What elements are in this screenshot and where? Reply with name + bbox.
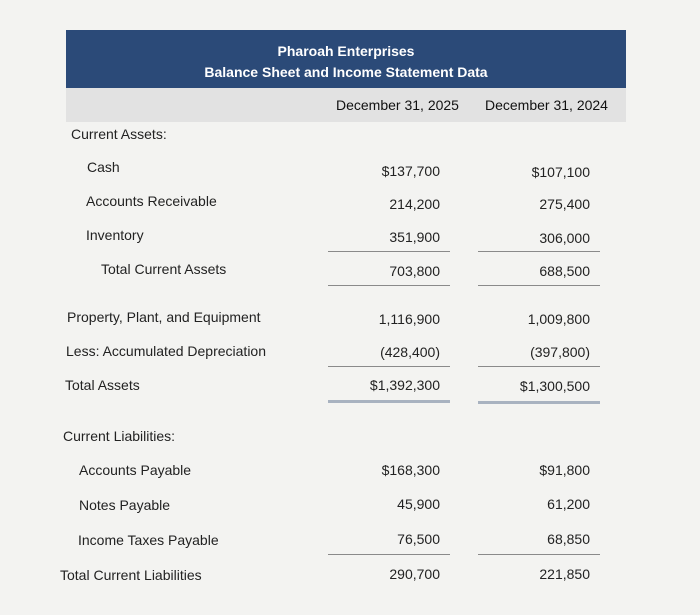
income-taxes-payable-2025: 76,500 [397, 531, 440, 547]
column-header-2025: December 31, 2025 [336, 97, 459, 113]
subtotal-rule-liabilities-2025 [328, 554, 450, 555]
row-label-total-current-assets: Total Current Assets [101, 261, 227, 277]
statement-header [66, 30, 626, 88]
row-label-total-assets: Total Assets [65, 377, 140, 393]
accumulated-depreciation-2024: (397,800) [530, 344, 590, 360]
section-label-current-assets: Current Assets: [71, 126, 167, 142]
row-label-total-current-liabilities: Total Current Liabilities [60, 567, 202, 583]
statement-title: Balance Sheet and Income Statement Data [204, 64, 488, 80]
double-rule-total-assets-2025 [328, 400, 450, 403]
accounts-receivable-2024: 275,400 [539, 196, 590, 212]
notes-payable-2024: 61,200 [547, 496, 590, 512]
accounts-payable-2025: $168,300 [381, 462, 440, 478]
row-label-ppe: Property, Plant, and Equipment [67, 309, 261, 325]
total-current-liabilities-2025: 290,700 [389, 566, 440, 582]
inventory-2024: 306,000 [539, 230, 590, 246]
subtotal-rule-ppe-2025 [328, 366, 450, 367]
total-current-assets-2024: 688,500 [539, 263, 590, 279]
row-label-notes-payable: Notes Payable [79, 497, 171, 513]
ppe-2024: 1,009,800 [527, 311, 590, 327]
total-assets-2024: $1,300,500 [519, 378, 590, 394]
total-assets-2025: $1,392,300 [369, 377, 440, 393]
subtotal-rule-2025 [328, 251, 450, 252]
accounts-payable-2024: $91,800 [539, 462, 590, 478]
row-label-income-taxes-payable: Income Taxes Payable [78, 532, 219, 548]
row-label-accumulated-depreciation: Less: Accumulated Depreciation [66, 343, 266, 359]
cash-2025: $137,700 [381, 163, 440, 179]
total-current-liabilities-2024: 221,850 [539, 566, 590, 582]
company-name: Pharoah Enterprises [277, 43, 415, 59]
ppe-2025: 1,116,900 [378, 311, 440, 327]
total-current-assets-2025: 703,800 [389, 263, 440, 279]
subtotal-rule-2024 [478, 251, 600, 252]
inventory-2025: 351,900 [389, 229, 440, 245]
accounts-receivable-2025: 214,200 [389, 196, 440, 212]
row-label-accounts-payable: Accounts Payable [79, 462, 192, 478]
accumulated-depreciation-2025: (428,400) [380, 344, 440, 360]
column-header-2024: December 31, 2024 [485, 97, 608, 113]
row-label-accounts-receivable: Accounts Receivable [86, 193, 217, 209]
total-rule-2024 [478, 285, 600, 286]
row-label-cash: Cash [87, 159, 120, 175]
subtotal-rule-liabilities-2024 [478, 554, 600, 555]
total-rule-2025 [328, 285, 450, 286]
double-rule-total-assets-2024 [478, 401, 600, 404]
income-taxes-payable-2024: 68,850 [547, 531, 590, 547]
notes-payable-2025: 45,900 [397, 496, 440, 512]
subtotal-rule-ppe-2024 [478, 366, 600, 367]
row-label-inventory: Inventory [86, 227, 144, 243]
section-label-current-liabilities: Current Liabilities: [63, 428, 176, 444]
cash-2024: $107,100 [531, 164, 590, 180]
